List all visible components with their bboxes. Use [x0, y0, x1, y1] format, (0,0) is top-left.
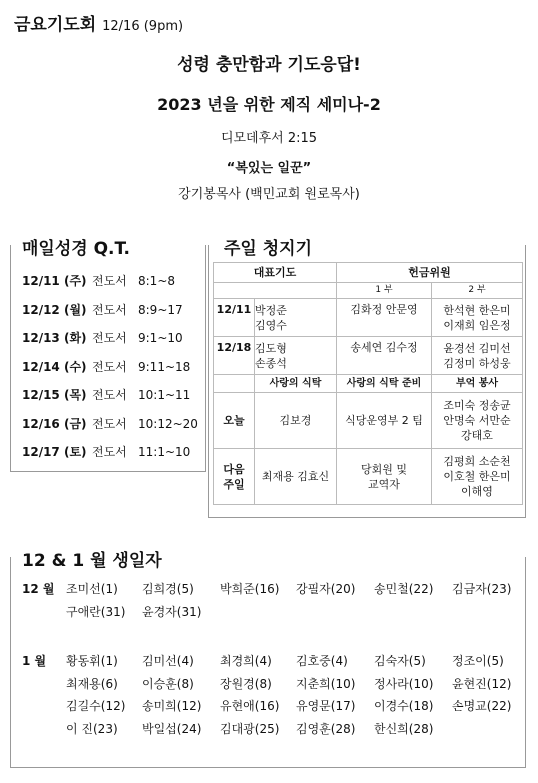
table-row	[214, 393, 523, 449]
qt-date: 12/11 (주)	[22, 274, 87, 288]
qt-verses: 9:11~18	[138, 359, 191, 374]
blank-cell	[214, 375, 255, 393]
service-name: 안명숙 서만순	[443, 414, 511, 427]
qt-date: 12/13 (화)	[22, 331, 87, 345]
qt-book: 전도서	[92, 416, 127, 431]
birthday-name: 김영훈(28)	[296, 721, 356, 736]
qt-verses: 8:9~17	[138, 302, 183, 317]
service-name: 이호철 한은미	[443, 470, 511, 483]
next-label: 다음	[223, 462, 245, 476]
col-meal: 사랑의 식탁	[255, 375, 337, 393]
qt-row	[22, 415, 198, 432]
birthday-name: 유영문(17)	[296, 699, 356, 713]
prayer-name: 손종석	[255, 356, 287, 370]
qt-verses: 8:1~8	[138, 274, 176, 288]
qt-book: 전도서	[92, 302, 127, 317]
today-label: 오늘	[214, 393, 255, 449]
birthday-name: 최재용(6)	[66, 676, 118, 691]
qt-verses: 10:12~20	[138, 416, 198, 431]
col-prayer: 대표기도	[214, 263, 337, 283]
birthday-name: 강필자(20)	[296, 582, 356, 596]
service-name: 김평희 소순천	[443, 455, 511, 468]
birthday-name: 김숙자(5)	[374, 654, 426, 668]
table-row	[214, 449, 523, 505]
part1-label: 1 부	[337, 283, 432, 299]
january-label: 1 월	[22, 654, 47, 668]
service-name: 조미숙 정송균	[443, 399, 511, 412]
qt-date: 12/12 (월)	[22, 302, 87, 317]
next-prep: 교역자	[368, 477, 400, 491]
next-prep: 당회원 및	[360, 462, 407, 476]
col-offering: 헌금위원	[337, 263, 523, 283]
offering-p1: 송세연 김수정	[337, 337, 432, 375]
today-prep: 식당운영부 2 팀	[337, 393, 432, 449]
seminar-title: 2023 년을 위한 제직 세미나-2	[157, 95, 381, 114]
birthday-name: 정사라(10)	[374, 676, 434, 691]
row-date: 12/11	[214, 299, 255, 337]
birthday-name: 유현애(16)	[220, 699, 280, 713]
birthday-name: 박희준(16)	[220, 582, 280, 596]
qt-date: 12/15 (목)	[22, 388, 87, 402]
qt-verses: 11:1~10	[138, 445, 191, 459]
header-title	[14, 10, 183, 35]
qt-book: 전도서	[92, 388, 127, 402]
col-meal-prep: 사랑의 식탁 준비	[337, 375, 432, 393]
table-row	[214, 299, 523, 337]
qt-row	[22, 301, 183, 318]
qt-row	[22, 329, 183, 346]
birthday-heading: 12 & 1 월 생일자	[22, 546, 170, 571]
birthday-name: 이승훈(8)	[142, 676, 194, 691]
birthday-name: 장원경(8)	[220, 676, 272, 691]
qt-book: 전도서	[92, 331, 127, 345]
qt-heading: 매일성경 Q.T.	[22, 234, 136, 259]
qt-row	[22, 358, 190, 375]
next-meal: 최재용 김효신	[255, 449, 337, 505]
birthday-name: 구애란(31)	[66, 604, 126, 619]
birthday-name: 김희경(5)	[142, 582, 194, 596]
offering-p2: 윤경선 김미선	[443, 341, 511, 355]
offering-p1: 김화정 안문영	[337, 299, 432, 337]
birthday-name: 송민철(22)	[374, 582, 434, 596]
birthday-name: 김금자(23)	[452, 582, 512, 596]
birthday-name: 박일섭(24)	[142, 721, 202, 736]
today-meal: 김보경	[255, 393, 337, 449]
birthday-name: 이경수(18)	[374, 699, 434, 713]
birthday-name: 손명교(22)	[452, 699, 512, 713]
cleaning-table	[213, 262, 523, 505]
birthday-name: 송미희(12)	[142, 699, 202, 713]
qt-date: 12/16 (금)	[22, 416, 87, 431]
birthday-name: 지춘희(10)	[296, 676, 356, 691]
service-name: 강태호	[461, 429, 493, 442]
birthday-name: 윤현진(12)	[452, 676, 512, 691]
next-label: 주일	[223, 477, 245, 491]
part2-label: 2 부	[432, 283, 523, 299]
birthday-name: 최경희(4)	[220, 654, 272, 668]
qt-book: 전도서	[92, 359, 127, 374]
prayer-name: 김도형	[255, 341, 287, 355]
cleaning-heading: 주일 청지기	[218, 234, 318, 259]
birthday-name: 김대광(25)	[220, 721, 280, 736]
qt-row	[22, 272, 175, 289]
birthday-name: 한신희(28)	[374, 721, 434, 736]
header-title-text: 금요기도회	[14, 15, 97, 35]
offering-p2: 김정미 하성웅	[443, 356, 511, 370]
table-row	[214, 337, 523, 375]
birthday-name: 이 진(23)	[66, 721, 118, 736]
qt-date: 12/17 (토)	[22, 445, 87, 459]
sermon-title: “복있는 일꾼”	[226, 161, 312, 176]
col-service: 부억 봉사	[432, 375, 523, 393]
qt-book: 전도서	[92, 274, 127, 288]
service-name: 이해영	[461, 485, 493, 498]
december-label: 12 월	[22, 582, 55, 596]
birthday-name: 정조이(5)	[452, 654, 504, 668]
birthday-name: 김미선(4)	[142, 654, 194, 668]
birthday-name: 김길수(12)	[66, 699, 126, 713]
birthday-name: 김호중(4)	[296, 654, 348, 668]
qt-date: 12/14 (수)	[22, 359, 87, 374]
offering-p2: 이재희 임은정	[443, 318, 511, 332]
qt-verses: 10:1~11	[138, 388, 191, 402]
qt-book: 전도서	[92, 445, 127, 459]
prayer-name: 박정준	[255, 303, 287, 317]
row-date: 12/18	[214, 337, 255, 375]
prayer-title: 성령 충만함과 기도응답!	[177, 55, 361, 75]
qt-row	[22, 386, 190, 403]
speaker: 강기봉목사 (백민교회 원로목사)	[178, 187, 360, 202]
scripture-reference: 디모데후서 2:15	[220, 131, 318, 146]
prayer-name: 김영수	[255, 318, 287, 332]
header-date: 12/16 (9pm)	[102, 19, 184, 34]
blank-cell	[214, 283, 337, 299]
birthday-name: 황동휘(1)	[66, 654, 118, 668]
qt-row	[22, 443, 190, 460]
offering-p2: 한석현 한은미	[443, 303, 511, 317]
birthday-name: 조미선(1)	[66, 582, 118, 596]
qt-verses: 9:1~10	[138, 331, 183, 345]
birthday-name: 윤경자(31)	[142, 604, 202, 619]
